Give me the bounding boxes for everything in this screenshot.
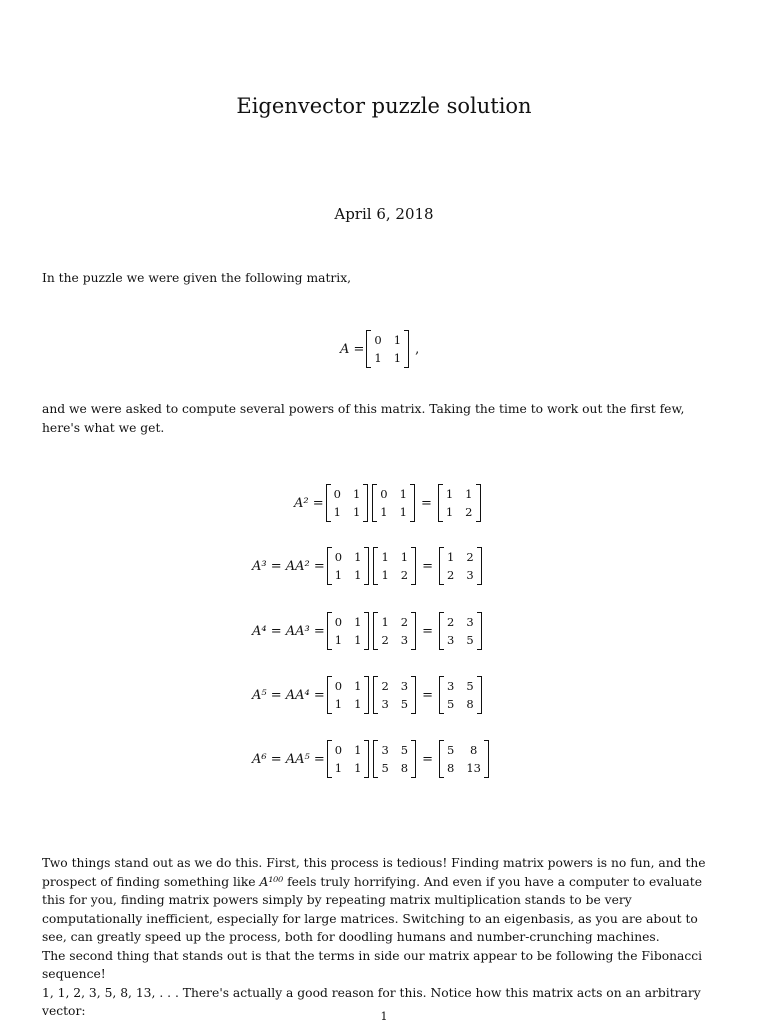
equation-lhs: A⁴ = AA³ = xyxy=(252,623,325,639)
matrix-cell: 3 xyxy=(466,615,474,629)
discussion-text: The second thing that stands out is that the terms in side our matrix appear to be following the Fibonacci sequence! xyxy=(42,948,703,981)
equation-row-a3 xyxy=(252,546,484,586)
matrix-cell: 8 xyxy=(469,743,478,757)
matrix-cell: 3 xyxy=(447,679,455,693)
matrix-cell: 8 xyxy=(400,761,409,775)
matrix-cell: 8 xyxy=(447,761,455,775)
matrix-cell: 1 xyxy=(400,550,409,564)
matrix-cell: 2 xyxy=(400,568,409,582)
matrix-cell: 2 xyxy=(400,615,409,629)
matrix-cell: 1 xyxy=(354,743,362,757)
matrix-cell: 1 xyxy=(393,333,402,347)
matrix-cell: 1 xyxy=(334,568,343,582)
matrix-right xyxy=(373,612,416,650)
equation-trailing-comma: , xyxy=(415,341,420,357)
equals-sign: = xyxy=(422,687,433,703)
matrix-cell: 3 xyxy=(381,697,389,711)
equation-row-a5 xyxy=(252,675,484,715)
matrix-cell: 1 xyxy=(465,487,473,501)
matrix-cell: 1 xyxy=(354,697,362,711)
matrix-cell: 0 xyxy=(374,333,382,347)
matrix-cell: 3 xyxy=(381,743,389,757)
matrix-a xyxy=(366,330,409,368)
matrix-cell: 13 xyxy=(466,761,481,775)
matrix-cell: 1 xyxy=(354,761,362,775)
matrix-cell: 1 xyxy=(354,679,362,693)
equals-sign: = xyxy=(420,495,432,511)
matrix-cell: 2 xyxy=(447,615,455,629)
discussion-paragraph xyxy=(42,854,726,1021)
matrix-result xyxy=(439,612,482,650)
equation-lhs: A = xyxy=(340,341,365,357)
matrix-cell: 2 xyxy=(466,550,474,564)
matrix-cell: 3 xyxy=(400,633,409,647)
matrix-left xyxy=(327,547,370,585)
equation-matrix-a xyxy=(340,330,423,368)
matrix-cell: 1 xyxy=(381,615,389,629)
matrix-result xyxy=(438,484,481,522)
equation-lhs: A⁶ = AA⁵ = xyxy=(252,751,325,767)
equals-sign: = xyxy=(422,751,433,767)
matrix-cell: 1 xyxy=(354,615,362,629)
discussion-text: Two things stand out as we do this. First, this process is tedious! Finding matrix powers is no fun, and the prospect of finding something like xyxy=(42,856,706,889)
matrix-cell: 1 xyxy=(334,761,343,775)
matrix-cell: 1 xyxy=(380,505,388,519)
document-title: Eigenvector puzzle solution xyxy=(236,94,532,118)
matrix-cell: 0 xyxy=(334,743,343,757)
matrix-left xyxy=(327,612,370,650)
equation-lhs: A² = xyxy=(294,495,324,511)
matrix-cell: 1 xyxy=(333,505,341,519)
matrix-right xyxy=(373,676,416,714)
matrix-result xyxy=(439,676,482,714)
matrix-cell: 5 xyxy=(400,697,409,711)
matrix-right xyxy=(372,484,415,522)
matrix-cell: 5 xyxy=(466,633,474,647)
powers-paragraph: and we were asked to compute several powers of this matrix. Taking the time to work out the first few, here's what we get. xyxy=(42,402,685,435)
equation-row-a4 xyxy=(252,611,484,651)
matrix-cell: 3 xyxy=(466,568,474,582)
matrix-cell: 1 xyxy=(399,487,407,501)
matrix-right xyxy=(373,740,416,778)
equals-sign: = xyxy=(422,623,433,639)
matrix-cell: 5 xyxy=(466,679,474,693)
matrix-cell: 1 xyxy=(447,550,455,564)
matrix-cell: 0 xyxy=(334,679,343,693)
matrix-cell: 1 xyxy=(393,351,402,365)
matrix-cell: 0 xyxy=(334,615,343,629)
matrix-cell: 3 xyxy=(400,679,409,693)
matrix-left xyxy=(327,676,370,714)
fibonacci-sequence: 1, 1, 2, 3, 5, 8, 13, . . . xyxy=(42,985,179,1000)
matrix-cell: 0 xyxy=(380,487,388,501)
matrix-cell: 2 xyxy=(465,505,473,519)
matrix-cell: 1 xyxy=(381,550,389,564)
equation-lhs: A³ = AA² = xyxy=(252,558,325,574)
matrix-left xyxy=(327,740,370,778)
matrix-left xyxy=(326,484,369,522)
matrix-cell: 1 xyxy=(354,568,362,582)
page-number: 1 xyxy=(380,1010,388,1023)
matrix-cell: 5 xyxy=(381,761,389,775)
matrix-cell: 1 xyxy=(334,697,343,711)
intro-paragraph: In the puzzle we were given the following matrix, xyxy=(42,271,352,285)
document-date: April 6, 2018 xyxy=(334,205,434,223)
matrix-cell: 5 xyxy=(447,697,455,711)
equation-row-a2 xyxy=(294,483,483,523)
discussion-text: There's actually a good reason for this. Notice how this matrix acts on an arbitrary vector: xyxy=(42,985,701,1018)
discussion-text: feels truly horrifying. And even if you have a computer to evaluate this for you, finding matrix powers simply by repeating matrix multiplication stands to be very computationally inefficient, especially for large matrices. Switching to an eigenbasis, as you are about to see, can greatly speed up the process, both for doodling humans and number-crunching machines. xyxy=(42,874,702,944)
a100-expression: A¹⁰⁰ xyxy=(259,874,284,889)
matrix-cell: 1 xyxy=(352,487,361,501)
matrix-result xyxy=(439,740,489,778)
matrix-right xyxy=(373,547,416,585)
matrix-cell: 2 xyxy=(381,679,389,693)
matrix-cell: 1 xyxy=(334,633,343,647)
matrix-cell: 1 xyxy=(354,550,362,564)
matrix-cell: 0 xyxy=(334,550,343,564)
matrix-cell: 0 xyxy=(333,487,341,501)
matrix-cell: 1 xyxy=(352,505,361,519)
matrix-cell: 8 xyxy=(466,697,474,711)
matrix-cell: 5 xyxy=(400,743,409,757)
matrix-cell: 3 xyxy=(447,633,455,647)
equals-sign: = xyxy=(422,558,433,574)
matrix-cell: 1 xyxy=(445,505,454,519)
matrix-cell: 5 xyxy=(447,743,455,757)
matrix-cell: 2 xyxy=(381,633,389,647)
matrix-cell: 1 xyxy=(399,505,407,519)
equation-row-a6 xyxy=(252,739,491,779)
matrix-cell: 1 xyxy=(374,351,382,365)
matrix-cell: 1 xyxy=(381,568,389,582)
equation-lhs: A⁵ = AA⁴ = xyxy=(252,687,325,703)
matrix-cell: 1 xyxy=(354,633,362,647)
matrix-result xyxy=(439,547,482,585)
matrix-cell: 1 xyxy=(445,487,454,501)
matrix-cell: 2 xyxy=(447,568,455,582)
